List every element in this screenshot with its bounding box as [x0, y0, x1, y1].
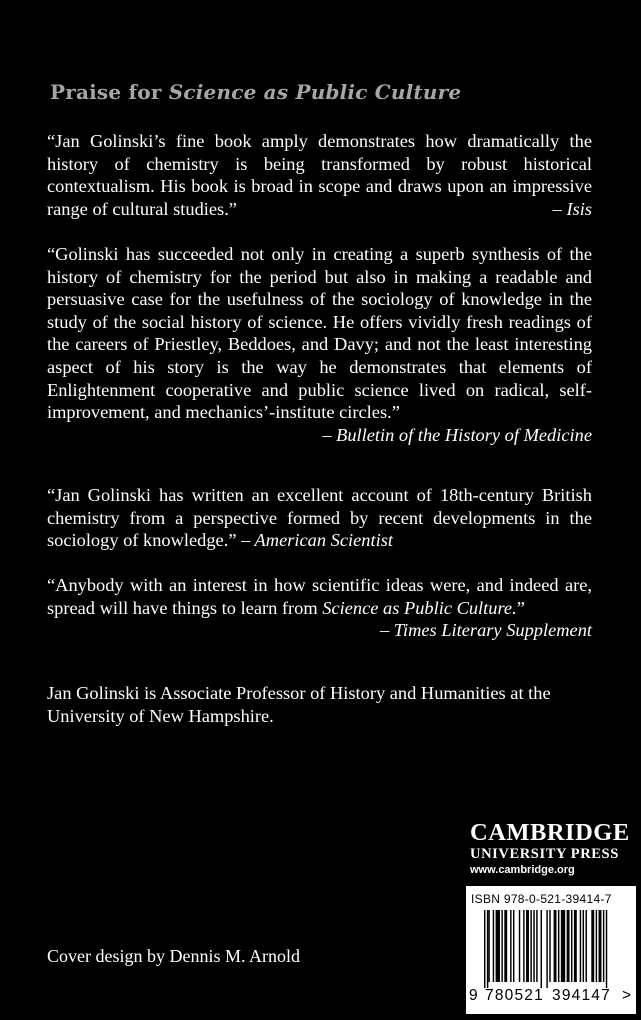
quote-bulletin [47, 243, 592, 446]
praise-heading-prefix: Praise for [50, 80, 169, 104]
praise-heading [50, 80, 461, 104]
quote-tls [47, 574, 592, 642]
quote-isis [47, 130, 592, 220]
quote-isis-text: “Jan Golinski’s fine book amply demonstrates how dramatically the history of chemistry is being transformed by robust historical contextualism. His book is broad in scope and draws upon an impressive range of cultural studies.” [47, 131, 592, 219]
quote-isis-attribution: – Isis [552, 198, 592, 219]
barcode-digit-group1: 780521 [485, 987, 544, 1004]
isbn-barcode [466, 886, 636, 1014]
barcode-digit-group2: 394147 [552, 987, 611, 1004]
quote-bulletin-text: “Golinski has succeeded not only in creating a superb synthesis of the history of chemistry for the period but also in making a readable and persuasive case for the usefulness of the sociology of knowledge in the study of the social history of science. He offers vividly fresh readings of the careers of Priestley, Beddoes, and Davy; and not the least interesting aspect of his story is the way he demonstrates that elements of Enlightenment cooperative and public science lived on radical, self-improvement, and mechanics’-institute circles.” [47, 244, 592, 423]
barcode-bars-icon [470, 910, 632, 990]
publisher-name: CAMBRIDGE [470, 819, 630, 846]
quote-tls-text-before: “Anybody with an interest in how scientific ideas were, and indeed are, spread will have things to learn from [47, 575, 592, 618]
praise-heading-title: Science as Public Culture [168, 80, 462, 104]
quote-american-scientist-attribution: – American Scientist [241, 530, 393, 551]
quote-tls-text-after: ” [516, 597, 525, 618]
publisher-subtitle: UNIVERSITY PRESS [470, 846, 619, 862]
quote-bulletin-attribution: – Bulletin of the History of Medicine [322, 424, 592, 445]
quote-tls-attribution: – Times Literary Supplement [380, 620, 592, 641]
quote-tls-title: Science as Public Culture. [322, 597, 517, 618]
barcode-digit-trail: > [622, 987, 632, 1004]
barcode-digit-lead: 9 [469, 987, 478, 1004]
quote-american-scientist [47, 484, 592, 552]
isbn-label: ISBN 978-0-521-39414-7 [471, 892, 612, 906]
cover-credit: Cover design by Dennis M. Arnold [47, 946, 300, 966]
quote-american-scientist-text: “Jan Golinski has written an excellent account of 18th-century British chemistry from a perspective formed by recent developments in the sociology of knowledge.” [47, 485, 592, 551]
publisher-url: www.cambridge.org [470, 864, 575, 876]
publisher-logo [470, 820, 636, 878]
author-bio: Jan Golinski is Associate Professor of History and Humanities at the University of New Hampshire. [47, 683, 551, 726]
